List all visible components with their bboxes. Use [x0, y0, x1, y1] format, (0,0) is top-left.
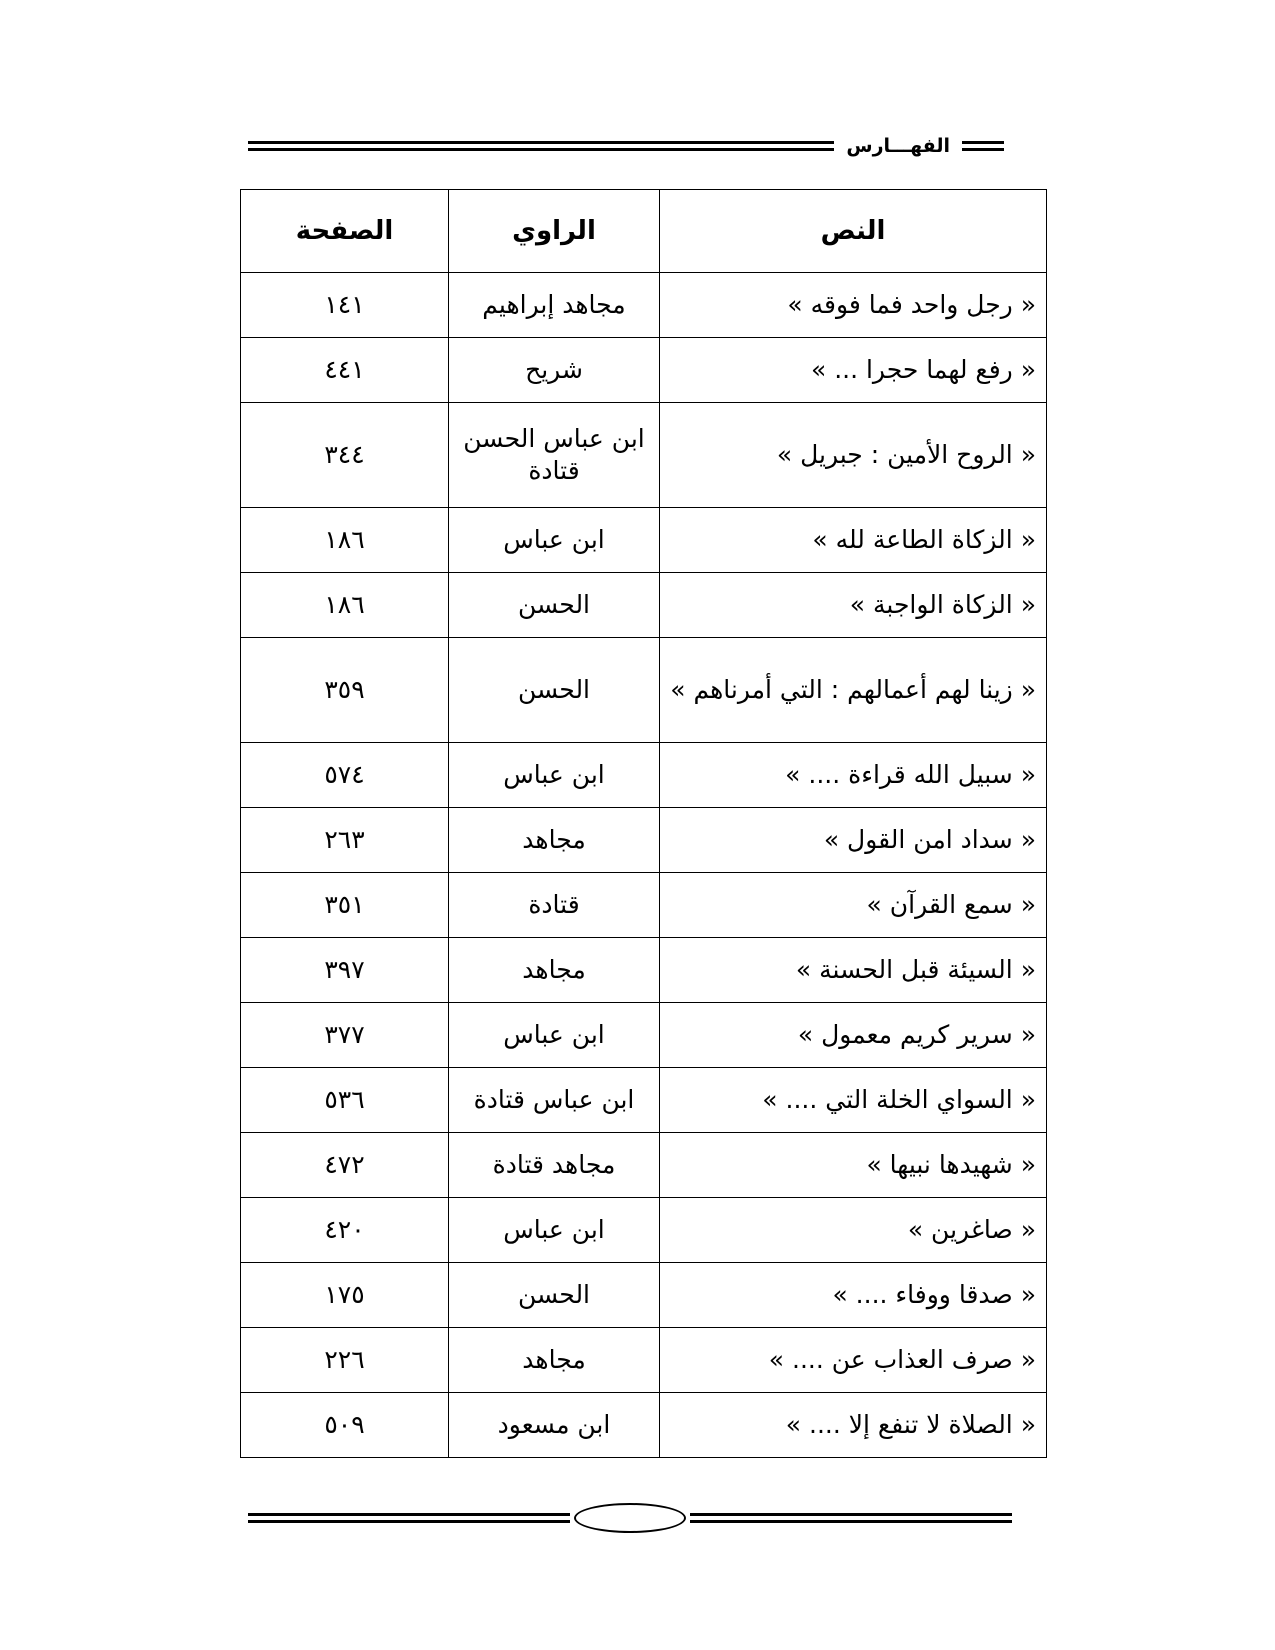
page-number-cell: ١٧٥	[241, 1263, 449, 1328]
page-number-cell: ١٨٦	[241, 573, 449, 638]
table-row	[241, 1263, 1047, 1328]
page-number-cell: ٣٥١	[241, 873, 449, 938]
narrator-cell: ابن عباس	[449, 1003, 660, 1068]
page-number-cell: ٤٧٢	[241, 1133, 449, 1198]
text-cell: « رفع لهما حجرا ... »	[660, 338, 1047, 403]
page-number-cell: ٣٤٤	[241, 403, 449, 508]
table-row	[241, 1198, 1047, 1263]
table-row	[241, 1003, 1047, 1068]
table-row	[241, 338, 1047, 403]
column-header-text: النص	[660, 190, 1047, 273]
table-row	[241, 1328, 1047, 1393]
table-row	[241, 638, 1047, 743]
text-cell: « الروح الأمين : جبريل »	[660, 403, 1047, 508]
text-cell: « الصلاة لا تنفع إلا .... »	[660, 1393, 1047, 1458]
table-row	[241, 938, 1047, 1003]
page-number-cell: ٥٧٤	[241, 743, 449, 808]
table-row	[241, 1068, 1047, 1133]
narrator-cell: مجاهد	[449, 808, 660, 873]
narrator-cell: ابن عباس	[449, 1198, 660, 1263]
page-number-cell: ٣٧٧	[241, 1003, 449, 1068]
table-row	[241, 873, 1047, 938]
page-number-cell: ١٤١	[241, 273, 449, 338]
text-cell: « السيئة قبل الحسنة »	[660, 938, 1047, 1003]
text-cell: « صاغرين »	[660, 1198, 1047, 1263]
narrator-cell: مجاهد	[449, 938, 660, 1003]
narrator-cell: ابن عباس	[449, 743, 660, 808]
page-number-cell: ٢٢٦	[241, 1328, 449, 1393]
text-cell: « سداد امن القول »	[660, 808, 1047, 873]
text-cell: « صدقا ووفاء .... »	[660, 1263, 1047, 1328]
page-header	[248, 128, 1004, 164]
narrator-cell: الحسن	[449, 1263, 660, 1328]
text-cell: « سرير كريم معمول »	[660, 1003, 1047, 1068]
text-cell: « شهيدها نبيها »	[660, 1133, 1047, 1198]
page-number-cell: ٥٣٦	[241, 1068, 449, 1133]
narrator-cell: قتادة	[449, 873, 660, 938]
page-number-cell: ٤٤١	[241, 338, 449, 403]
narrator-cell: ابن مسعود	[449, 1393, 660, 1458]
text-cell: « زينا لهم أعمالهم : التي أمرناهم »	[660, 638, 1047, 743]
table-header-row	[241, 190, 1047, 273]
text-cell: « سمع القرآن »	[660, 873, 1047, 938]
table-row	[241, 573, 1047, 638]
page-number-cell: ٣٩٧	[241, 938, 449, 1003]
header-rule-long	[248, 141, 834, 151]
table-row	[241, 1393, 1047, 1458]
narrator-cell: ابن عباس الحسن قتادة	[449, 403, 660, 508]
page-number-cell: ٢٦٣	[241, 808, 449, 873]
narrator-cell: شريح	[449, 338, 660, 403]
page-number-cell: ٣٥٩	[241, 638, 449, 743]
table-row	[241, 808, 1047, 873]
index-table	[240, 189, 1047, 1458]
narrator-cell: الحسن	[449, 573, 660, 638]
table-row	[241, 273, 1047, 338]
narrator-cell: الحسن	[449, 638, 660, 743]
page-footer	[248, 1500, 1012, 1536]
text-cell: « الزكاة الواجبة »	[660, 573, 1047, 638]
page-number-cell: ١٨٦	[241, 508, 449, 573]
header-rule-short	[962, 141, 1004, 151]
table-row	[241, 403, 1047, 508]
narrator-cell: ابن عباس قتادة	[449, 1068, 660, 1133]
column-header-narrator: الراوي	[449, 190, 660, 273]
table-row	[241, 508, 1047, 573]
table-row	[241, 743, 1047, 808]
text-cell: « رجل واحد فما فوقه »	[660, 273, 1047, 338]
running-title: الفهـــارس	[846, 135, 950, 157]
page-number-cell: ٤٢٠	[241, 1198, 449, 1263]
narrator-cell: مجاهد إبراهيم	[449, 273, 660, 338]
page-number-oval	[574, 1503, 686, 1533]
column-header-page: الصفحة	[241, 190, 449, 273]
table-row	[241, 1133, 1047, 1198]
footer-rule-right	[690, 1513, 1012, 1523]
text-cell: « السواي الخلة التي .... »	[660, 1068, 1047, 1133]
text-cell: « الزكاة الطاعة لله »	[660, 508, 1047, 573]
footer-rule-left	[248, 1513, 570, 1523]
text-cell: « سبيل الله قراءة .... »	[660, 743, 1047, 808]
narrator-cell: مجاهد	[449, 1328, 660, 1393]
text-cell: « صرف العذاب عن .... »	[660, 1328, 1047, 1393]
narrator-cell: مجاهد قتادة	[449, 1133, 660, 1198]
narrator-cell: ابن عباس	[449, 508, 660, 573]
page-number-cell: ٥٠٩	[241, 1393, 449, 1458]
